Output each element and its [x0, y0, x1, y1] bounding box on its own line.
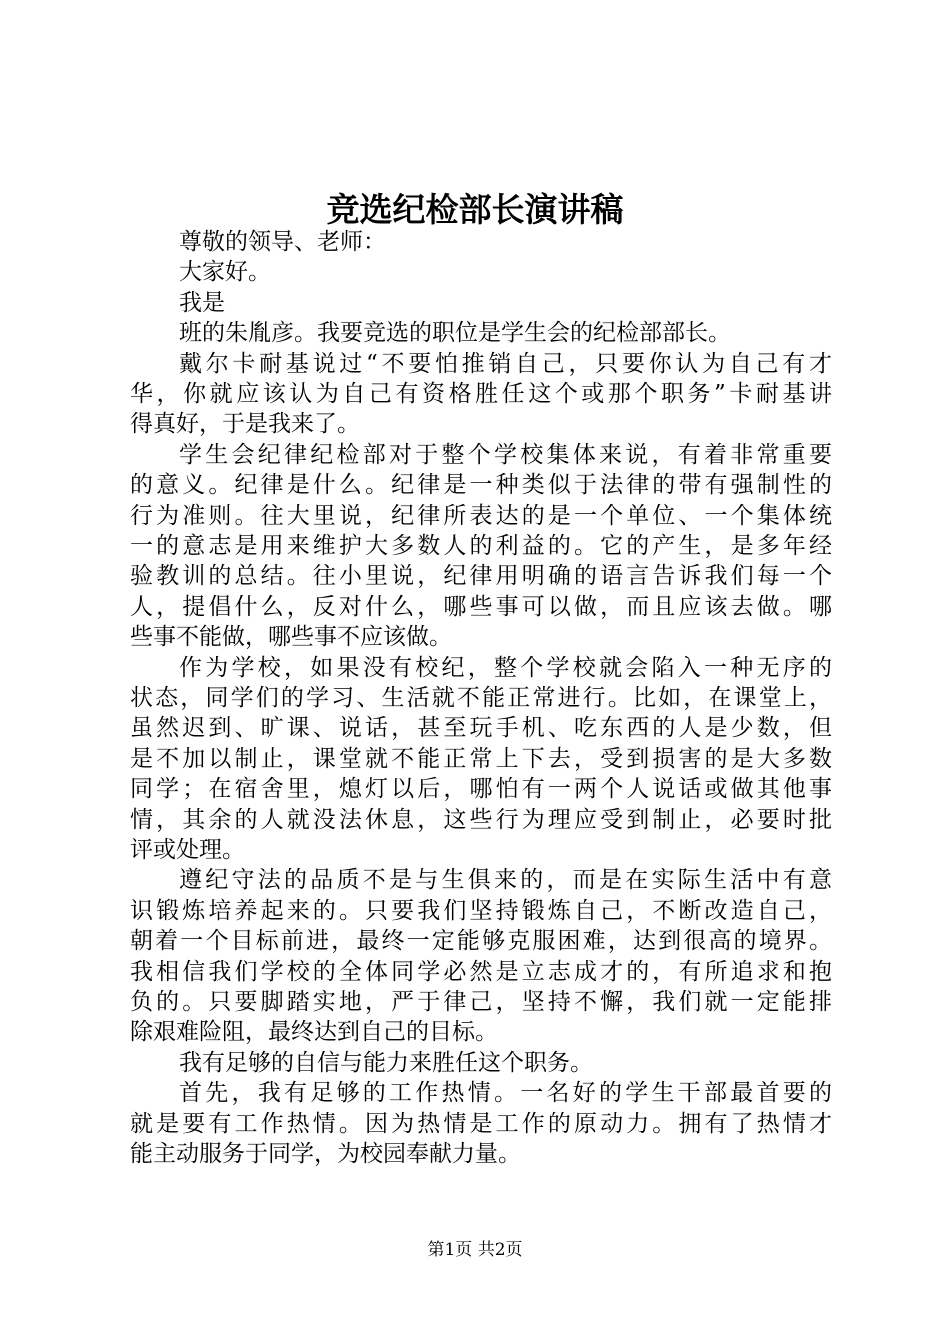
text-line: 是不加以制止，课堂就不能正常上下去，受到损害的是大多数	[130, 745, 832, 772]
document-title: 竞选纪检部长演讲稿	[326, 190, 624, 229]
text-line: 首先，我有足够的工作热情。一名好的学生干部最首要的	[179, 1080, 832, 1107]
text-line: 的意义。纪律是什么。纪律是一种类似于法律的带有强制性的	[130, 472, 832, 499]
text-line: 识锻炼培养起来的。只要我们坚持锻炼自己，不断改造自己，	[130, 897, 832, 924]
text-line: 大家好。	[179, 259, 271, 286]
text-line: 学生会纪律纪检部对于整个学校集体来说，有着非常重要	[179, 441, 832, 468]
text-line: 我相信我们学校的全体同学必然是立志成才的，有所追求和抱	[130, 958, 832, 985]
text-line: 同学；在宿舍里，熄灯以后，哪怕有一两个人说话或做其他事	[130, 776, 832, 803]
text-line: 戴尔卡耐基说过“不要怕推销自己，只要你认为自己有才	[179, 350, 832, 377]
text-line: 情，其余的人就没法休息，这些行为理应受到制止，必要时批	[130, 806, 832, 833]
text-line: 一的意志是用来维护大多数人的利益的。它的产生，是多年经	[130, 533, 832, 559]
text-line: 朝着一个目标前进，最终一定能够克服困难，达到很高的境界。	[130, 928, 832, 955]
text-line: 班的朱胤彦。我要竞选的职位是学生会的纪检部部长。	[179, 320, 731, 347]
text-line: 作为学校，如果没有校纪，整个学校就会陷入一种无序的	[179, 654, 832, 681]
text-line: 我有足够的自信与能力来胜任这个职务。	[179, 1049, 593, 1076]
text-line: 遵纪守法的品质不是与生俱来的，而是在实际生活中有意	[179, 867, 832, 894]
text-line: 就是要有工作热情。因为热情是工作的原动力。拥有了热情才	[130, 1110, 832, 1137]
text-line: 尊敬的领导、老师：	[179, 229, 386, 255]
text-line: 些事不能做，哪些事不应该做。	[130, 624, 452, 651]
text-line: 负的。只要脚踏实地，严于律己，坚持不懈，我们就一定能排	[130, 989, 832, 1015]
text-line: 除艰难险阻，最终达到自己的目标。	[130, 1019, 498, 1046]
text-line: 我是	[179, 289, 225, 316]
text-line: 华，你就应该认为自己有资格胜任这个或那个职务”卡耐基讲	[130, 381, 832, 407]
text-line: 能主动服务于同学，为校园奉献力量。	[130, 1141, 521, 1167]
text-line: 验教训的总结。往小里说，纪律用明确的语言告诉我们每一个	[130, 563, 832, 590]
text-line: 虽然迟到、旷课、说话，甚至玩手机、吃东西的人是少数，但	[130, 715, 832, 742]
text-line: 评或处理。	[130, 837, 245, 863]
text-line: 状态，同学们的学习、生活就不能正常进行。比如，在课堂上，	[130, 685, 832, 711]
text-line: 得真好，于是我来了。	[130, 411, 360, 438]
page-footer: 第1页 共2页	[427, 1240, 523, 1260]
text-line: 行为准则。往大里说，纪律所表达的是一个单位、一个集体统	[130, 502, 832, 529]
text-line: 人，提倡什么，反对什么，哪些事可以做，而且应该去做。哪	[130, 593, 832, 620]
